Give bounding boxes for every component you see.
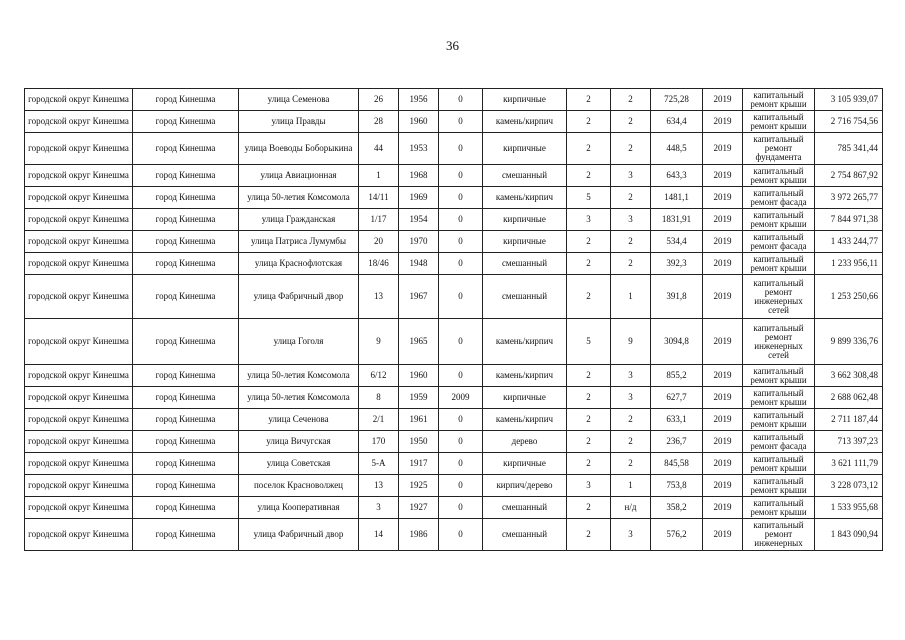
house-number-cell: 13 [359, 475, 399, 497]
district-cell: городской округ Кинешма [25, 497, 133, 519]
renovation-year-cell: 0 [439, 209, 483, 231]
renovation-year-cell: 0 [439, 519, 483, 551]
page-number: 36 [446, 38, 459, 53]
entrances-cell: 2 [611, 431, 651, 453]
cost-cell: 2 711 187,44 [815, 409, 883, 431]
street-cell: улица 50-летия Комсомола [239, 187, 359, 209]
area-cell: 448,5 [651, 133, 703, 165]
year-built-cell: 1950 [399, 431, 439, 453]
work-type-cell: капитальный ремонт инженерных сетей [743, 319, 815, 365]
entrances-cell: 2 [611, 409, 651, 431]
street-cell: улица Вичугская [239, 431, 359, 453]
city-cell: город Кинешма [133, 253, 239, 275]
district-cell: городской округ Кинешма [25, 519, 133, 551]
area-cell: 3094,8 [651, 319, 703, 365]
area-cell: 236,7 [651, 431, 703, 453]
year-built-cell: 1967 [399, 275, 439, 319]
area-cell: 1831,91 [651, 209, 703, 231]
district-cell: городской округ Кинешма [25, 431, 133, 453]
house-number-cell: 20 [359, 231, 399, 253]
year-built-cell: 1970 [399, 231, 439, 253]
work-type-cell: капитальный ремонт фасада [743, 431, 815, 453]
street-cell: улица Советская [239, 453, 359, 475]
city-cell: город Кинешма [133, 133, 239, 165]
floors-cell: 5 [567, 187, 611, 209]
wall-material-cell: кирпич/дерево [483, 475, 567, 497]
cost-cell: 2 688 062,48 [815, 387, 883, 409]
house-number-cell: 9 [359, 319, 399, 365]
planned-year-cell: 2019 [703, 275, 743, 319]
year-built-cell: 1948 [399, 253, 439, 275]
year-built-cell: 1960 [399, 365, 439, 387]
area-cell: 633,1 [651, 409, 703, 431]
table-row [25, 111, 883, 133]
street-cell: улица Семенова [239, 89, 359, 111]
entrances-cell: 1 [611, 275, 651, 319]
renovation-year-cell: 2009 [439, 387, 483, 409]
house-number-cell: 3 [359, 497, 399, 519]
house-number-cell: 5-А [359, 453, 399, 475]
wall-material-cell: камень/кирпич [483, 365, 567, 387]
district-cell: городской округ Кинешма [25, 89, 133, 111]
renovation-year-cell: 0 [439, 497, 483, 519]
work-type-cell: капитальный ремонт инженерных сетей [743, 275, 815, 319]
street-cell: улица Фабричный двор [239, 519, 359, 551]
wall-material-cell: камень/кирпич [483, 409, 567, 431]
area-cell: 753,8 [651, 475, 703, 497]
work-type-cell: капитальный ремонт крыши [743, 453, 815, 475]
city-cell: город Кинешма [133, 209, 239, 231]
area-cell: 627,7 [651, 387, 703, 409]
floors-cell: 2 [567, 387, 611, 409]
city-cell: город Кинешма [133, 275, 239, 319]
street-cell: улица Гоголя [239, 319, 359, 365]
entrances-cell: 2 [611, 89, 651, 111]
floors-cell: 2 [567, 231, 611, 253]
table-row [25, 319, 883, 365]
city-cell: город Кинешма [133, 519, 239, 551]
street-cell: улица Правды [239, 111, 359, 133]
entrances-cell: н/д [611, 497, 651, 519]
floors-cell: 2 [567, 409, 611, 431]
floors-cell: 2 [567, 365, 611, 387]
district-cell: городской округ Кинешма [25, 209, 133, 231]
year-built-cell: 1956 [399, 89, 439, 111]
table-row [25, 209, 883, 231]
planned-year-cell: 2019 [703, 453, 743, 475]
house-number-cell: 14 [359, 519, 399, 551]
area-cell: 358,2 [651, 497, 703, 519]
floors-cell: 2 [567, 111, 611, 133]
street-cell: улица Патриса Лумумбы [239, 231, 359, 253]
renovation-year-cell: 0 [439, 365, 483, 387]
entrances-cell: 2 [611, 187, 651, 209]
year-built-cell: 1925 [399, 475, 439, 497]
entrances-cell: 2 [611, 133, 651, 165]
city-cell: город Кинешма [133, 475, 239, 497]
entrances-cell: 3 [611, 519, 651, 551]
work-type-cell: капитальный ремонт инженерных [743, 519, 815, 551]
street-cell: улица Сеченова [239, 409, 359, 431]
area-cell: 392,3 [651, 253, 703, 275]
planned-year-cell: 2019 [703, 231, 743, 253]
work-type-cell: капитальный ремонт крыши [743, 209, 815, 231]
renovation-year-cell: 0 [439, 111, 483, 133]
cost-cell: 1 433 244,77 [815, 231, 883, 253]
city-cell: город Кинешма [133, 365, 239, 387]
entrances-cell: 9 [611, 319, 651, 365]
house-number-cell: 8 [359, 387, 399, 409]
planned-year-cell: 2019 [703, 89, 743, 111]
entrances-cell: 2 [611, 453, 651, 475]
planned-year-cell: 2019 [703, 497, 743, 519]
district-cell: городской округ Кинешма [25, 133, 133, 165]
city-cell: город Кинешма [133, 319, 239, 365]
street-cell: улица Воеводы Боборыкина [239, 133, 359, 165]
area-cell: 643,3 [651, 165, 703, 187]
year-built-cell: 1969 [399, 187, 439, 209]
year-built-cell: 1953 [399, 133, 439, 165]
house-number-cell: 170 [359, 431, 399, 453]
table-row [25, 275, 883, 319]
entrances-cell: 2 [611, 111, 651, 133]
cost-cell: 1 253 250,66 [815, 275, 883, 319]
planned-year-cell: 2019 [703, 519, 743, 551]
house-number-cell: 28 [359, 111, 399, 133]
planned-year-cell: 2019 [703, 111, 743, 133]
work-type-cell: капитальный ремонт крыши [743, 409, 815, 431]
district-cell: городской округ Кинешма [25, 409, 133, 431]
year-built-cell: 1917 [399, 453, 439, 475]
street-cell: улица 50-летия Комсомола [239, 387, 359, 409]
renovation-year-cell: 0 [439, 453, 483, 475]
floors-cell: 2 [567, 275, 611, 319]
planned-year-cell: 2019 [703, 209, 743, 231]
floors-cell: 2 [567, 431, 611, 453]
wall-material-cell: кирпичные [483, 387, 567, 409]
planned-year-cell: 2019 [703, 409, 743, 431]
renovation-year-cell: 0 [439, 253, 483, 275]
district-cell: городской округ Кинешма [25, 165, 133, 187]
house-number-cell: 13 [359, 275, 399, 319]
district-cell: городской округ Кинешма [25, 475, 133, 497]
wall-material-cell: кирпичные [483, 453, 567, 475]
floors-cell: 2 [567, 497, 611, 519]
wall-material-cell: кирпичные [483, 231, 567, 253]
work-type-cell: капитальный ремонт крыши [743, 387, 815, 409]
work-type-cell: капитальный ремонт крыши [743, 111, 815, 133]
table-row [25, 519, 883, 551]
renovation-year-cell: 0 [439, 133, 483, 165]
street-cell: улица Краснофлотская [239, 253, 359, 275]
cost-cell: 713 397,23 [815, 431, 883, 453]
table-row [25, 165, 883, 187]
area-cell: 391,8 [651, 275, 703, 319]
house-number-cell: 26 [359, 89, 399, 111]
area-cell: 534,4 [651, 231, 703, 253]
house-number-cell: 1 [359, 165, 399, 187]
planned-year-cell: 2019 [703, 431, 743, 453]
work-type-cell: капитальный ремонт фундамента [743, 133, 815, 165]
cost-cell: 3 972 265,77 [815, 187, 883, 209]
house-number-cell: 44 [359, 133, 399, 165]
renovation-year-cell: 0 [439, 187, 483, 209]
work-type-cell: капитальный ремонт фасада [743, 187, 815, 209]
area-cell: 845,58 [651, 453, 703, 475]
table-row [25, 253, 883, 275]
wall-material-cell: кирпичные [483, 89, 567, 111]
street-cell: поселок Красноволжец [239, 475, 359, 497]
work-type-cell: капитальный ремонт крыши [743, 365, 815, 387]
table-row [25, 133, 883, 165]
city-cell: город Кинешма [133, 187, 239, 209]
district-cell: городской округ Кинешма [25, 275, 133, 319]
district-cell: городской округ Кинешма [25, 387, 133, 409]
street-cell: улица 50-летия Комсомола [239, 365, 359, 387]
city-cell: город Кинешма [133, 89, 239, 111]
planned-year-cell: 2019 [703, 319, 743, 365]
year-built-cell: 1954 [399, 209, 439, 231]
renovation-year-cell: 0 [439, 231, 483, 253]
area-cell: 855,2 [651, 365, 703, 387]
table-row [25, 365, 883, 387]
work-type-cell: капитальный ремонт крыши [743, 89, 815, 111]
district-cell: городской округ Кинешма [25, 365, 133, 387]
table-row [25, 387, 883, 409]
floors-cell: 3 [567, 475, 611, 497]
year-built-cell: 1968 [399, 165, 439, 187]
table-row [25, 231, 883, 253]
city-cell: город Кинешма [133, 409, 239, 431]
entrances-cell: 3 [611, 387, 651, 409]
area-cell: 634,4 [651, 111, 703, 133]
floors-cell: 2 [567, 519, 611, 551]
renovation-year-cell: 0 [439, 409, 483, 431]
wall-material-cell: смешанный [483, 253, 567, 275]
cost-cell: 9 899 336,76 [815, 319, 883, 365]
house-number-cell: 14/11 [359, 187, 399, 209]
cost-cell: 3 662 308,48 [815, 365, 883, 387]
entrances-cell: 3 [611, 165, 651, 187]
planned-year-cell: 2019 [703, 365, 743, 387]
table-row [25, 89, 883, 111]
table-row [25, 409, 883, 431]
work-type-cell: капитальный ремонт крыши [743, 253, 815, 275]
entrances-cell: 3 [611, 365, 651, 387]
renovation-year-cell: 0 [439, 431, 483, 453]
year-built-cell: 1927 [399, 497, 439, 519]
house-number-cell: 18/46 [359, 253, 399, 275]
table-body [25, 89, 883, 551]
street-cell: улица Авиационная [239, 165, 359, 187]
wall-material-cell: смешанный [483, 165, 567, 187]
entrances-cell: 1 [611, 475, 651, 497]
city-cell: город Кинешма [133, 111, 239, 133]
cost-cell: 1 533 955,68 [815, 497, 883, 519]
entrances-cell: 3 [611, 209, 651, 231]
district-cell: городской округ Кинешма [25, 187, 133, 209]
wall-material-cell: камень/кирпич [483, 319, 567, 365]
city-cell: город Кинешма [133, 165, 239, 187]
house-number-cell: 6/12 [359, 365, 399, 387]
work-type-cell: капитальный ремонт крыши [743, 165, 815, 187]
cost-cell: 3 228 073,12 [815, 475, 883, 497]
floors-cell: 2 [567, 253, 611, 275]
planned-year-cell: 2019 [703, 133, 743, 165]
table-row [25, 475, 883, 497]
table-row [25, 453, 883, 475]
street-cell: улица Гражданская [239, 209, 359, 231]
table-row [25, 431, 883, 453]
street-cell: улица Кооперативная [239, 497, 359, 519]
cost-cell: 3 105 939,07 [815, 89, 883, 111]
housing-repair-table [24, 88, 883, 551]
city-cell: город Кинешма [133, 497, 239, 519]
year-built-cell: 1986 [399, 519, 439, 551]
cost-cell: 7 844 971,38 [815, 209, 883, 231]
floors-cell: 3 [567, 209, 611, 231]
wall-material-cell: смешанный [483, 275, 567, 319]
wall-material-cell: смешанный [483, 497, 567, 519]
work-type-cell: капитальный ремонт крыши [743, 475, 815, 497]
wall-material-cell: камень/кирпич [483, 187, 567, 209]
cost-cell: 1 233 956,11 [815, 253, 883, 275]
district-cell: городской округ Кинешма [25, 453, 133, 475]
district-cell: городской округ Кинешма [25, 111, 133, 133]
renovation-year-cell: 0 [439, 89, 483, 111]
city-cell: город Кинешма [133, 387, 239, 409]
area-cell: 725,28 [651, 89, 703, 111]
house-number-cell: 1/17 [359, 209, 399, 231]
planned-year-cell: 2019 [703, 387, 743, 409]
wall-material-cell: кирпичные [483, 209, 567, 231]
entrances-cell: 2 [611, 231, 651, 253]
renovation-year-cell: 0 [439, 319, 483, 365]
floors-cell: 2 [567, 89, 611, 111]
cost-cell: 785 341,44 [815, 133, 883, 165]
city-cell: город Кинешма [133, 231, 239, 253]
planned-year-cell: 2019 [703, 253, 743, 275]
planned-year-cell: 2019 [703, 475, 743, 497]
street-cell: улица Фабричный двор [239, 275, 359, 319]
district-cell: городской округ Кинешма [25, 231, 133, 253]
year-built-cell: 1961 [399, 409, 439, 431]
house-number-cell: 2/1 [359, 409, 399, 431]
city-cell: город Кинешма [133, 453, 239, 475]
entrances-cell: 2 [611, 253, 651, 275]
cost-cell: 2 754 867,92 [815, 165, 883, 187]
floors-cell: 2 [567, 165, 611, 187]
table-row [25, 187, 883, 209]
work-type-cell: капитальный ремонт крыши [743, 497, 815, 519]
area-cell: 1481,1 [651, 187, 703, 209]
work-type-cell: капитальный ремонт фасада [743, 231, 815, 253]
table-row [25, 497, 883, 519]
cost-cell: 2 716 754,56 [815, 111, 883, 133]
wall-material-cell: кирпичные [483, 133, 567, 165]
cost-cell: 3 621 111,79 [815, 453, 883, 475]
district-cell: городской округ Кинешма [25, 253, 133, 275]
renovation-year-cell: 0 [439, 165, 483, 187]
floors-cell: 2 [567, 453, 611, 475]
district-cell: городской округ Кинешма [25, 319, 133, 365]
floors-cell: 5 [567, 319, 611, 365]
renovation-year-cell: 0 [439, 475, 483, 497]
wall-material-cell: смешанный [483, 519, 567, 551]
year-built-cell: 1959 [399, 387, 439, 409]
planned-year-cell: 2019 [703, 165, 743, 187]
wall-material-cell: дерево [483, 431, 567, 453]
year-built-cell: 1965 [399, 319, 439, 365]
area-cell: 576,2 [651, 519, 703, 551]
cost-cell: 1 843 090,94 [815, 519, 883, 551]
year-built-cell: 1960 [399, 111, 439, 133]
renovation-year-cell: 0 [439, 275, 483, 319]
floors-cell: 2 [567, 133, 611, 165]
wall-material-cell: камень/кирпич [483, 111, 567, 133]
planned-year-cell: 2019 [703, 187, 743, 209]
city-cell: город Кинешма [133, 431, 239, 453]
